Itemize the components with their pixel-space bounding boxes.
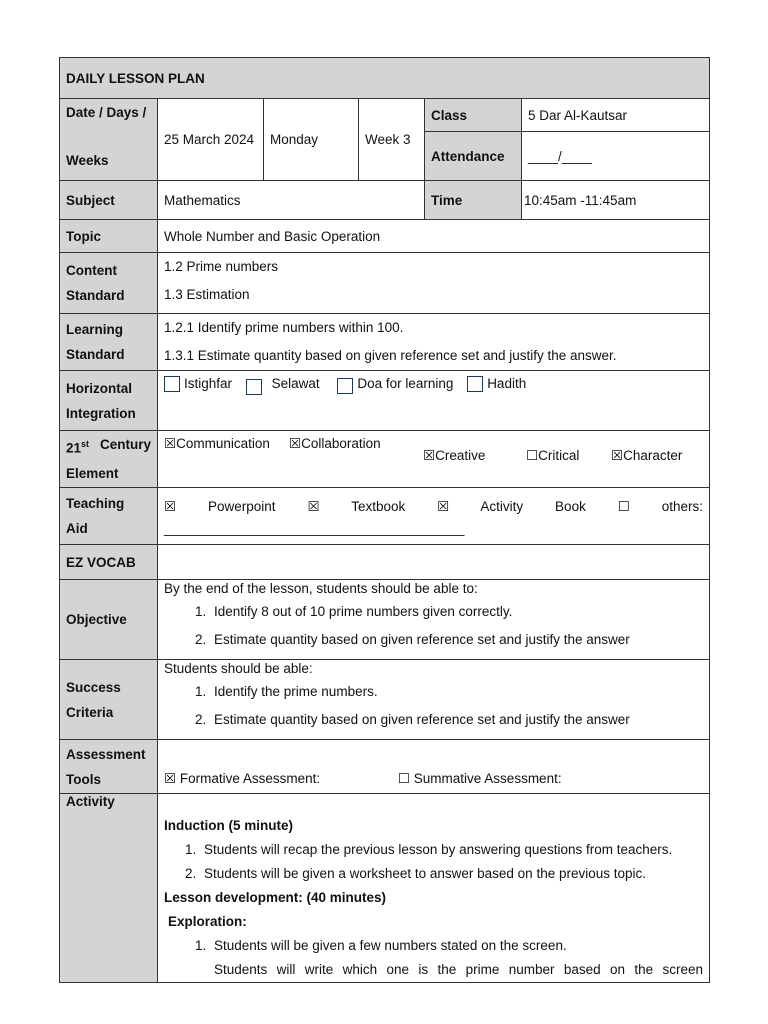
horizontal-integration-value (158, 371, 710, 431)
time-label: Time (425, 181, 522, 220)
content-standard-value (158, 253, 710, 314)
learning-label-line1: Learning (66, 322, 124, 337)
exploration-item: 2. Students will write which one is the prime number based on the screen (210, 958, 703, 982)
century-label-line2: Element (66, 465, 119, 481)
topic-value: Whole Number and Basic Operation (158, 220, 710, 253)
success-item: 1. Identify the prime numbers. (210, 678, 703, 706)
century-element-label (60, 431, 158, 488)
date-label (60, 99, 158, 181)
content-standard-label (60, 253, 158, 314)
teaching-aid-line: ☒ Powerpoint ☒ Textbook ☒ Activity Book ☐ others: (164, 498, 703, 514)
class-value: 5 Dar Al-Kautsar (522, 99, 710, 132)
horizontal-label-line2: Integration (66, 405, 136, 421)
date-value: 25 March 2024 (158, 99, 264, 181)
century-element-value (158, 431, 710, 488)
assessment-formative: ☒ Formative Assessment: (164, 771, 321, 786)
teaching-label-line1: Teaching (66, 496, 125, 511)
century-label-sup: st (81, 439, 90, 450)
teaching-aid-value (158, 488, 710, 545)
teaching-aid-label (60, 488, 158, 545)
assessment-label-line2: Tools (66, 771, 101, 787)
teaching-label-line2: Aid (66, 521, 88, 536)
checkbox-doa[interactable] (337, 378, 353, 394)
checkbox-selawat[interactable] (246, 379, 262, 395)
horizontal-item-istighfar: Istighfar (184, 376, 233, 391)
success-item: 2. Estimate quantity based on given reference set and justify the answer (210, 706, 703, 734)
objective-label: Objective (60, 580, 158, 660)
lesson-plan-table (59, 57, 710, 983)
assessment-label-line1: Assessment (66, 746, 146, 762)
objective-item: 2. Estimate quantity based on given reference set and justify the answer (210, 626, 703, 654)
exploration-item: 1. Students will be given a few numbers stated on the screen. (210, 934, 703, 958)
century-item-collaboration: ☒Collaboration (289, 436, 381, 451)
learning-standard-label (60, 314, 158, 371)
assessment-tools-label (60, 740, 158, 794)
topic-label: Topic (60, 220, 158, 253)
date-label-line2: Weeks (66, 153, 109, 168)
content-item: 1.2 Prime numbers (164, 259, 279, 274)
horizontal-item-hadith: Hadith (487, 376, 527, 391)
day-value: Monday (264, 99, 359, 181)
exploration-title: Exploration: (168, 914, 247, 929)
century-label-line1 (66, 432, 151, 461)
success-intro: Students should be able: (164, 661, 313, 676)
horizontal-item-selawat: Selawat (271, 376, 320, 391)
success-criteria-label (60, 660, 158, 740)
horizontal-item-doa: Doa for learning (357, 376, 454, 391)
plan-title: DAILY LESSON PLAN (60, 58, 710, 99)
learning-standard-value (158, 314, 710, 371)
objective-list (164, 598, 703, 654)
learning-item: 1.3.1 Estimate quantity based on given reference set and justify the answer. (164, 348, 617, 363)
activity-label: Activity (60, 794, 158, 983)
content-item: 1.3 Estimation (164, 287, 250, 302)
content-label-line2: Standard (66, 288, 125, 303)
induction-item: 1. Students will recap the previous lesson by answering questions from teachers. (200, 838, 703, 862)
century-item-character: ☒Character (611, 448, 683, 463)
learning-item: 1.2.1 Identify prime numbers within 100. (164, 320, 404, 335)
subject-label: Subject (60, 181, 158, 220)
checkbox-hadith[interactable] (467, 376, 483, 392)
time-value: 10:45am -11:45am (522, 181, 710, 220)
exploration-list (164, 934, 703, 982)
century-item-critical: ☐Critical (526, 448, 580, 463)
success-criteria-value (158, 660, 710, 740)
objective-item: 1. Identify 8 out of 10 prime numbers given correctly. (210, 598, 703, 626)
century-item-creative: ☒Creative (423, 448, 486, 463)
success-label-line1: Success (66, 679, 121, 695)
subject-value: Mathematics (158, 181, 425, 220)
learning-label-line2: Standard (66, 347, 125, 362)
class-label: Class (425, 99, 522, 132)
assessment-summative: ☐ Summative Assessment: (397, 771, 562, 786)
assessment-tools-value (158, 740, 710, 794)
attendance-label: Attendance (425, 132, 522, 181)
checkbox-istighfar[interactable] (164, 376, 180, 392)
success-label-line2: Criteria (66, 704, 114, 720)
week-value: Week 3 (359, 99, 425, 181)
attendance-value: ____/____ (522, 132, 710, 181)
induction-item: 2. Students will be given a worksheet to answer based on the previous topic. (200, 862, 703, 886)
century-item-communication: ☒Communication (164, 436, 270, 451)
induction-title: Induction (5 minute) (164, 818, 293, 833)
development-title: Lesson development: (40 minutes) (164, 890, 387, 905)
horizontal-integration-label (60, 371, 158, 431)
date-label-line1: Date / Days / (66, 105, 147, 120)
success-list (164, 678, 703, 734)
ezvocab-value (158, 545, 710, 580)
content-label-line1: Content (66, 263, 117, 278)
objective-intro: By the end of the lesson, students should be able to: (164, 581, 478, 596)
ezvocab-label: EZ VOCAB (60, 545, 158, 580)
objective-value (158, 580, 710, 660)
century-label-num: 21 (66, 440, 82, 456)
century-label-rest: Century (99, 437, 151, 453)
induction-list (164, 838, 703, 886)
horizontal-label-line1: Horizontal (66, 380, 132, 396)
activity-value (158, 794, 710, 983)
teaching-aid-blank: ________________________________________ (164, 520, 465, 536)
